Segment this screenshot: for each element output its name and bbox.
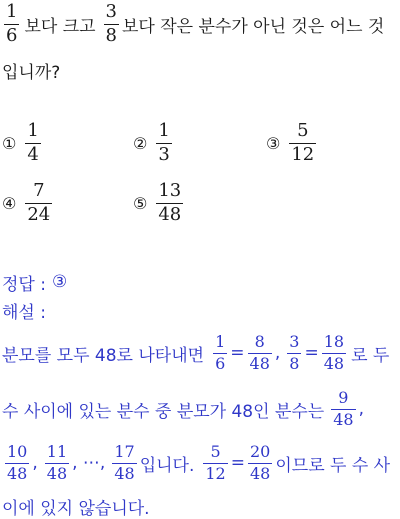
explanation-fraction-18-48: $\frac{18}{48}$ bbox=[323, 331, 345, 373]
explanation-fraction-17-48: $\frac{17}{48}$ bbox=[114, 441, 135, 483]
choice-3[interactable] bbox=[266, 122, 319, 165]
explanation-line-4 bbox=[2, 494, 150, 518]
answer-label: 정답 : bbox=[2, 274, 46, 295]
explanation-l1-text-2: 로 두 bbox=[351, 345, 390, 366]
explanation-l3-equals: = bbox=[230, 453, 245, 473]
explanation-fraction-20-48: $\frac{20}{48}$ bbox=[249, 441, 271, 483]
explanation-l1-equals-2: = bbox=[304, 343, 319, 363]
choice-4-fraction: $\frac{7}{24}$ bbox=[27, 180, 51, 225]
explanation-label-line bbox=[2, 298, 46, 322]
explanation-line-1 bbox=[2, 330, 389, 376]
explanation-fraction-11-48: $\frac{11}{48}$ bbox=[46, 441, 68, 483]
choice-5-mark: ⑤ bbox=[133, 193, 148, 213]
explanation-line-3 bbox=[2, 440, 390, 486]
choice-5[interactable] bbox=[133, 182, 186, 225]
explanation-l1-comma: , bbox=[274, 343, 281, 363]
explanation-l3-text-1: 입니다. bbox=[139, 455, 195, 476]
explanation-l1-equals-1: = bbox=[230, 343, 245, 363]
explanation-fraction-3-8: $\frac{3}{8}$ bbox=[289, 331, 300, 373]
explanation-line-2 bbox=[2, 386, 364, 432]
question-line-1 bbox=[1, 0, 384, 48]
explanation-fraction-10-48: $\frac{10}{48}$ bbox=[7, 441, 28, 483]
question-fraction-3-8: $\frac{3}{8}$ bbox=[105, 0, 117, 46]
choice-3-fraction: $\frac{5}{12}$ bbox=[291, 120, 315, 165]
choice-1-fraction: $\frac{1}{4}$ bbox=[27, 120, 39, 165]
explanation-label: 해설 : bbox=[2, 302, 46, 323]
choice-5-fraction: $\frac{13}{48}$ bbox=[158, 180, 182, 225]
explanation-l3-ellipsis: , ⋯, bbox=[72, 453, 106, 473]
choice-2-mark: ② bbox=[133, 133, 148, 153]
question-fraction-1-6: $\frac{1}{6}$ bbox=[6, 0, 18, 46]
explanation-l4-text: 이에 있지 않습니다. bbox=[2, 498, 150, 519]
choice-1-mark: ① bbox=[2, 133, 17, 153]
explanation-l1-text-1: 분모를 모두 48로 나타내면 bbox=[2, 345, 205, 366]
explanation-fraction-1-6: $\frac{1}{6}$ bbox=[215, 331, 226, 373]
choice-2[interactable] bbox=[133, 122, 175, 165]
explanation-l3-text-2: 이므로 두 수 사 bbox=[275, 455, 391, 476]
explanation-l2-comma: , bbox=[358, 399, 364, 419]
explanation-fraction-8-48: $\frac{8}{48}$ bbox=[249, 331, 270, 373]
explanation-l3-comma-1: , bbox=[32, 453, 38, 473]
question-text-2: 보다 작은 분수가 아닌 것은 어느 것 bbox=[122, 16, 385, 37]
choice-3-mark: ③ bbox=[266, 133, 281, 153]
choice-1[interactable] bbox=[2, 122, 44, 165]
question-text-1: 보다 크고 bbox=[24, 16, 96, 37]
explanation-l2-text: 수 사이에 있는 분수 중 분모가 48인 분수는 bbox=[2, 401, 325, 422]
choice-2-fraction: $\frac{1}{3}$ bbox=[158, 120, 170, 165]
answer-line bbox=[2, 270, 67, 294]
question-text-3: 입니까? bbox=[2, 62, 61, 83]
answer-value: ③ bbox=[51, 272, 68, 292]
choice-4[interactable] bbox=[2, 182, 55, 225]
choice-4-mark: ④ bbox=[2, 193, 17, 213]
explanation-fraction-9-48: $\frac{9}{48}$ bbox=[333, 387, 354, 429]
explanation-fraction-5-12: $\frac{5}{12}$ bbox=[205, 441, 226, 483]
question-line-2 bbox=[2, 56, 60, 84]
